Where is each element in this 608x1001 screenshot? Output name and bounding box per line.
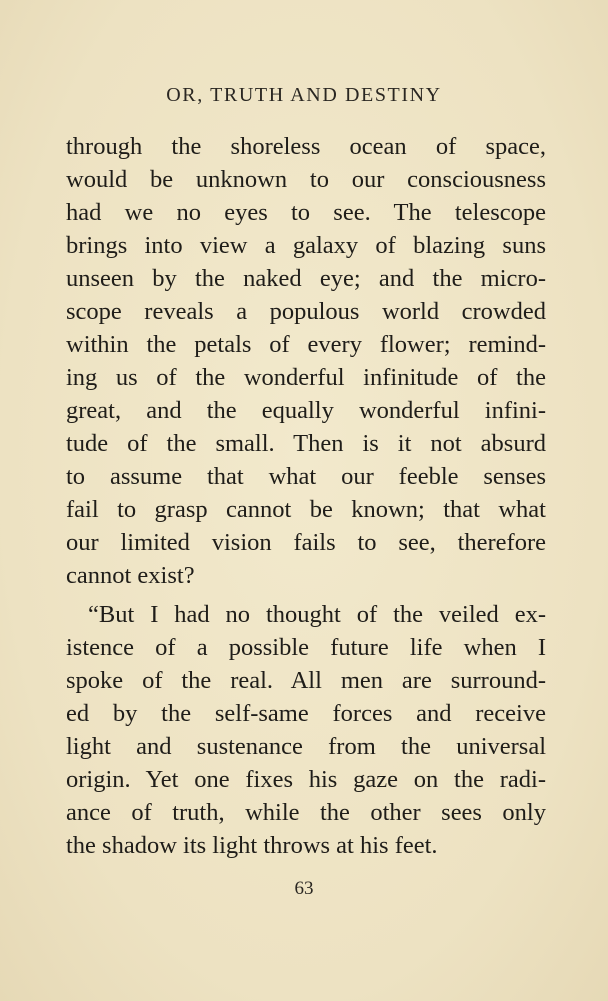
text-line: tude of the small. Then is it not absurd [66,430,546,457]
text-line: had we no eyes to see. The telescope [66,199,546,226]
text-line: ing us of the wonderful infinitude of the [66,364,546,391]
text-line: spoke of the real. All men are surround- [66,667,546,694]
text-line: fail to grasp cannot be known; that what [66,496,546,523]
text-line: origin. Yet one fixes his gaze on the radi- [66,766,546,793]
text-line: great, and the equally wonderful infini- [66,397,546,424]
text-line: ed by the self-same forces and receive [66,700,546,727]
text-line: brings into view a galaxy of blazing suns [66,232,546,259]
text-line: “But I had no thought of the veiled ex- [88,601,546,628]
text-line: ance of truth, while the other sees only [66,799,546,826]
text-line: the shadow its light throws at his feet. [66,832,438,859]
text-line: our limited vision fails to see, therefore [66,529,546,556]
text-line: within the petals of every flower; remind- [66,331,546,358]
body-text [66,130,546,862]
text-line: unseen by the naked eye; and the micro- [66,265,546,292]
text-line: to assume that what our feeble senses [66,463,546,490]
text-line: would be unknown to our consciousness [66,166,546,193]
running-head: OR, TRUTH AND DESTINY [166,84,442,106]
text-line: through the shoreless ocean of space, [66,133,546,160]
page-number: 63 [294,878,314,899]
text-line: light and sustenance from the universal [66,733,546,760]
text-line: scope reveals a populous world crowded [66,298,546,325]
text-line: istence of a possible future life when I [66,634,546,661]
text-line: cannot exist? [66,562,195,589]
